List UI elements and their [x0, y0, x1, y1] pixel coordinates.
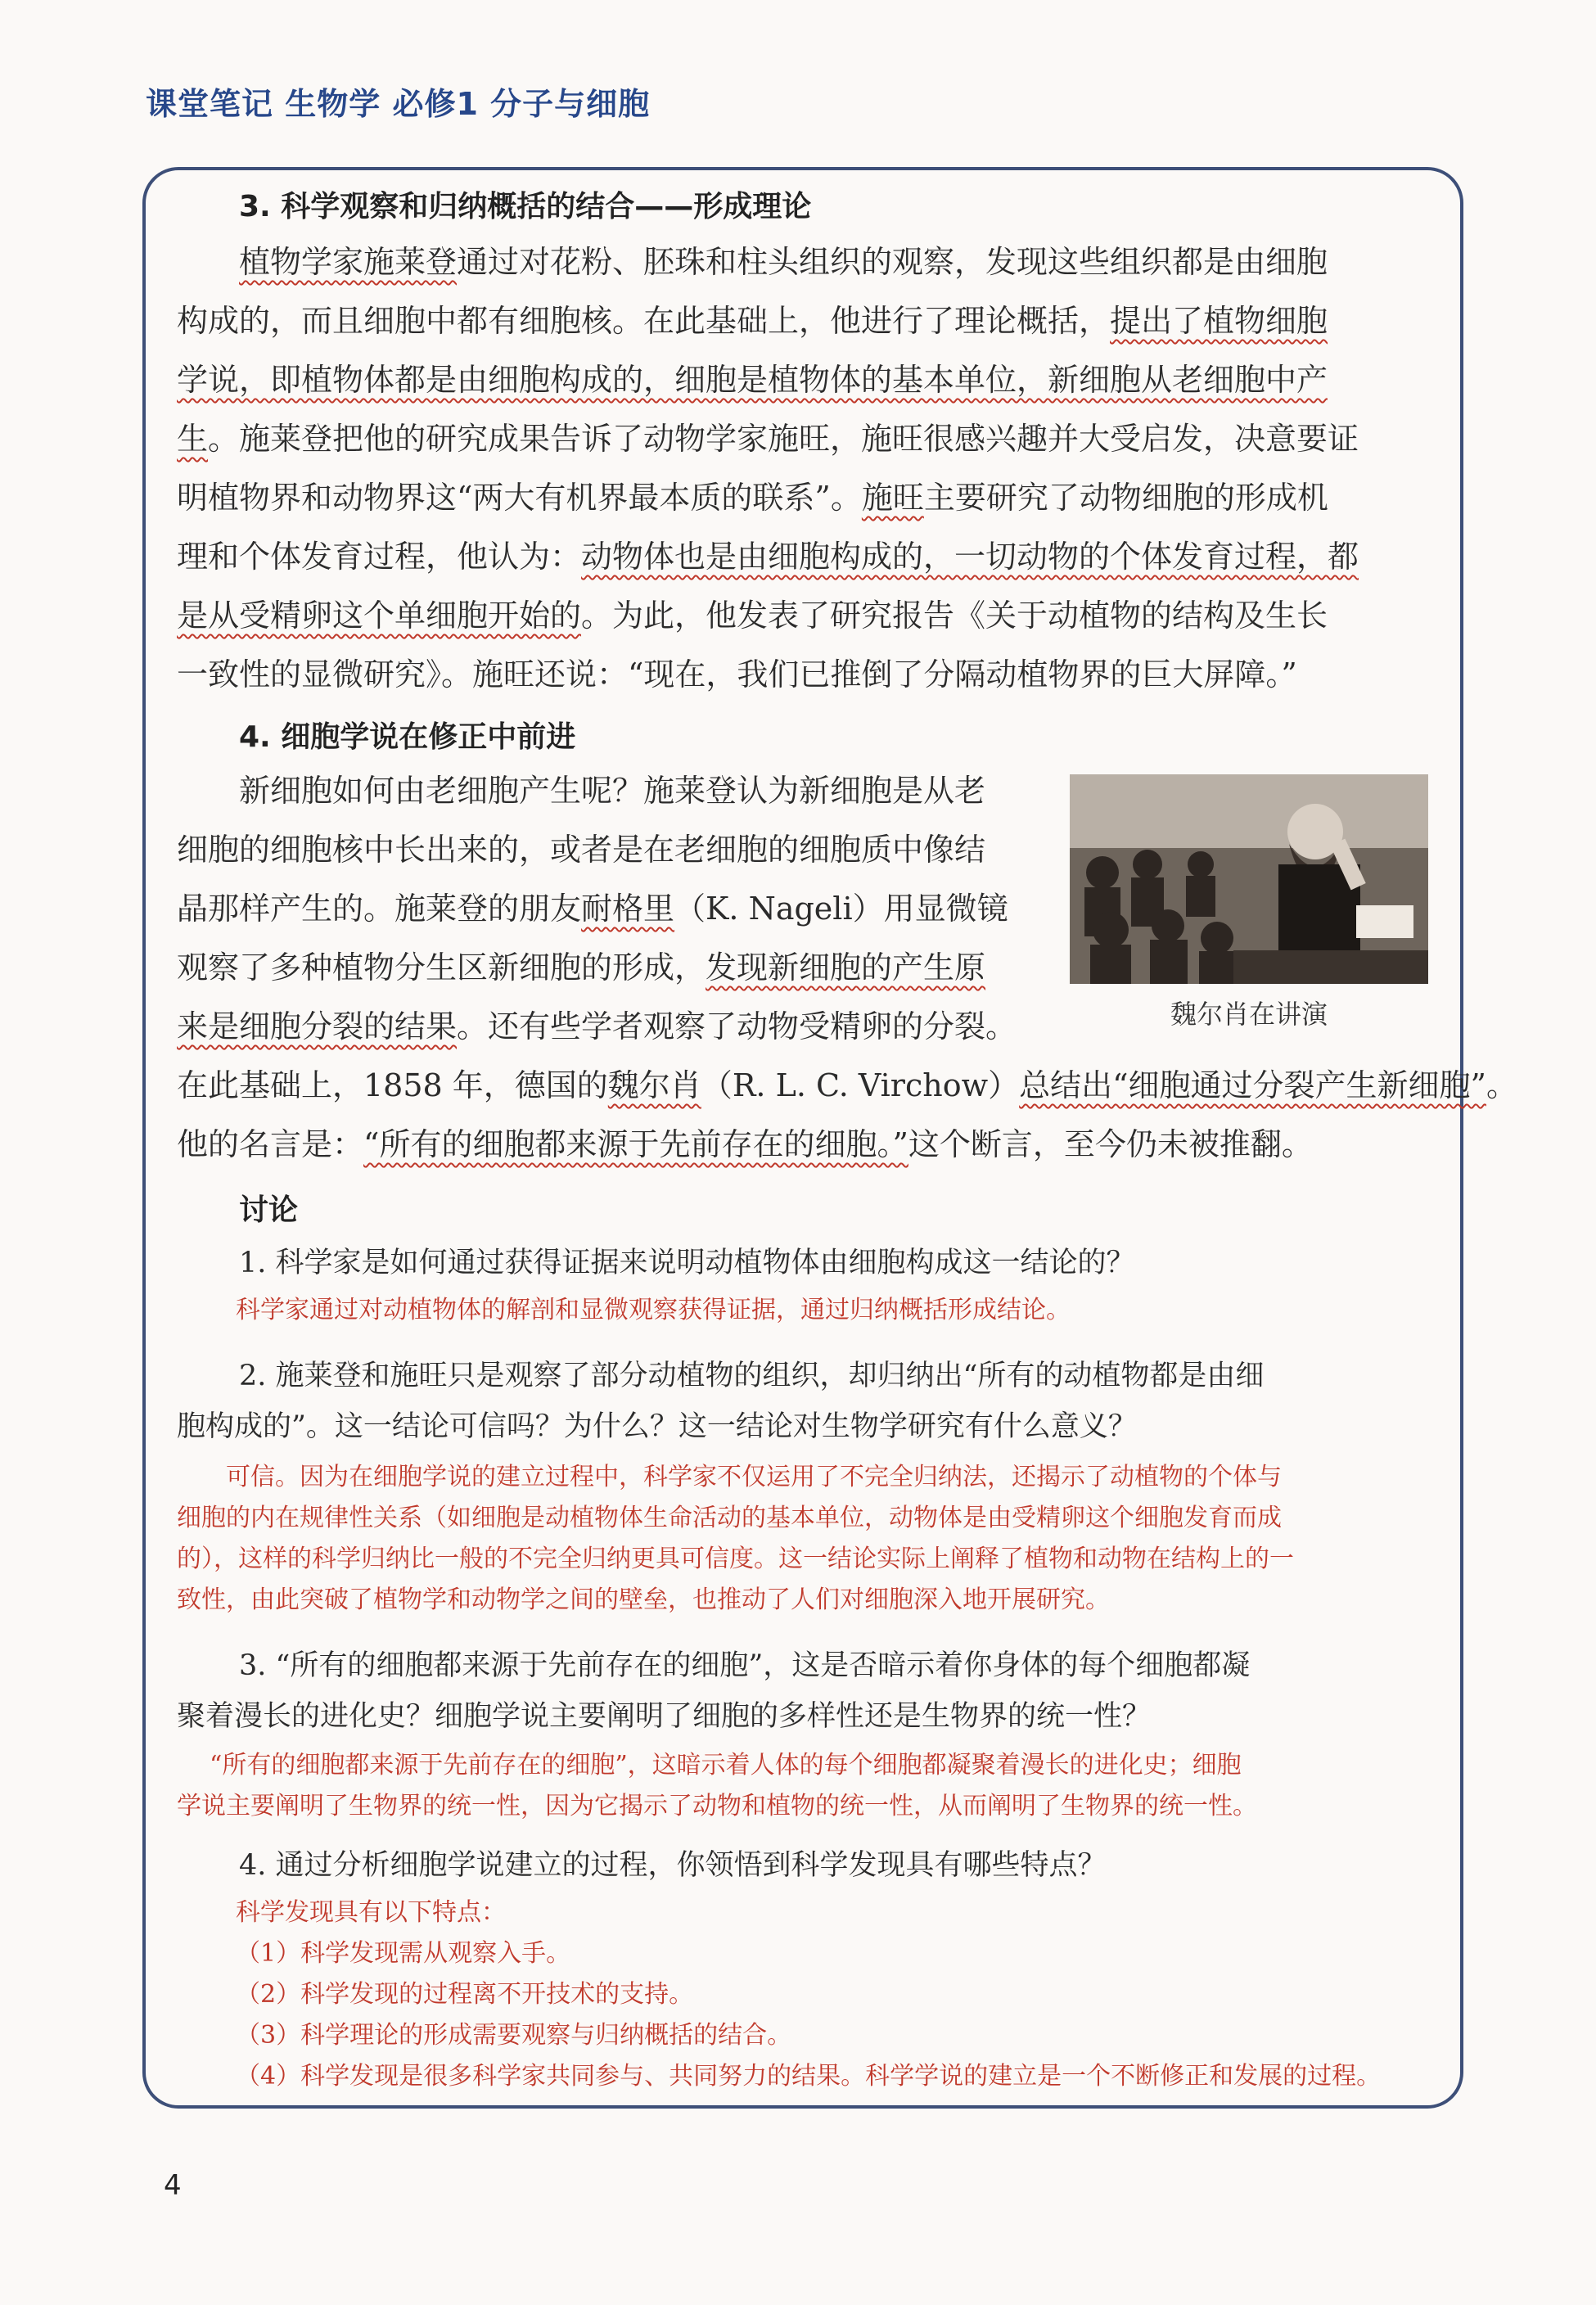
section4-title: 4. 细胞学说在修正中前进: [239, 720, 576, 754]
answer-1: [236, 1290, 1439, 1331]
question-line: 3. “所有的细胞都来源于先前存在的细胞”，这是否暗示着你身体的每个细胞都凝: [239, 1649, 1251, 1682]
text-segment: 晶那样产生的。施莱登的朋友: [177, 891, 582, 927]
section4-line: [177, 820, 1053, 879]
question-line: 2. 施莱登和施旺只是观察了部分动植物的组织，却归纳出“所有的动植物都是由细: [239, 1360, 1265, 1392]
page-number: 4: [164, 2169, 182, 2202]
text-segment: 构成的，而且细胞中都有细胞核。在此基础上，他进行了理论概括，: [177, 303, 1111, 339]
section3-line: [177, 645, 1437, 704]
text-segment: （K. Nageli）用显微镜: [674, 891, 1008, 927]
text-segment: 新细胞如何由老细胞产生呢？施莱登认为新细胞是从老: [239, 773, 986, 809]
key-phrase: “所有的细胞都来源于先前存在的细胞。”: [363, 1126, 908, 1162]
key-phrase: 生: [177, 421, 209, 457]
virchow-lecture-photo: [1070, 774, 1428, 984]
text-segment: 细胞的细胞核中长出来的，或者是在老细胞的细胞质中像结: [177, 832, 986, 868]
section4-line: [177, 1056, 1517, 1115]
text-segment: 。施莱登把他的研究成果告诉了动物学家施旺，施旺很感兴趣并大受启发，决意要证: [208, 421, 1359, 457]
question-line: 胞构成的”。这一结论可信吗？为什么？这一结论对生物学研究有什么意义？: [177, 1410, 1137, 1443]
answer-line: （2）科学发现的过程离不开技术的支持。: [236, 1980, 694, 2009]
answer-line: 科学家通过对动植物体的解剖和显微观察获得证据，通过归纳概括形成结论。: [236, 1296, 1071, 1324]
question-3: [177, 1640, 1437, 1742]
section4-line: [177, 761, 1053, 820]
question-4: [177, 1840, 1437, 1891]
question-2: [177, 1351, 1437, 1452]
text-segment: 这个断言，至今仍未被推翻。: [908, 1126, 1313, 1162]
discussion-title: 讨论: [239, 1193, 299, 1227]
text-segment: 一致性的显微研究》。施旺还说：“现在，我们已推倒了分隔动植物界的巨大屏障。”: [177, 656, 1297, 692]
answer-line: （4）科学发现是很多科学家共同参与、共同努力的结果。科学学说的建立是一个不断修正和发展的过程。: [236, 2062, 1382, 2091]
key-phrase: 发现新细胞的产生原: [706, 950, 986, 986]
section4-line: [177, 879, 1053, 938]
key-phrase: 动物体也是由细胞构成的，一切动物的个体发育过程，都: [581, 539, 1359, 575]
key-phrase: 耐格里: [581, 891, 675, 927]
section3-title: 3. 科学观察和归纳概括的结合——形成理论: [239, 190, 812, 223]
answer-4: [236, 1892, 1439, 2097]
section4-full-paragraph: [177, 1056, 1517, 1174]
section3-line: [177, 527, 1437, 586]
answer-line: 科学发现具有以下特点：: [236, 1898, 506, 1927]
text-segment: 他的名言是：: [177, 1126, 364, 1162]
page-header: 课堂笔记 生物学 必修1 分子与细胞: [146, 86, 651, 122]
answer-line: 致性，由此突破了植物学和动物学之间的壁垒，也推动了人们对细胞深入地开展研究。: [177, 1586, 1110, 1614]
text-segment: 理和个体发育过程，他认为：: [177, 539, 582, 575]
section3-line: [177, 232, 1437, 291]
key-phrase: 来是细胞分裂的结果: [177, 1008, 458, 1044]
question-line: 聚着漫长的进化史？细胞学说主要阐明了细胞的多样性还是生物界的统一性？: [177, 1700, 1152, 1733]
answer-line: （1）科学发现需从观察入手。: [236, 1939, 571, 1968]
answer-line: 的），这样的科学归纳比一般的不完全归纳更具可信度。这一结论实际上阐释了植物和动物在结构上的一: [177, 1545, 1294, 1573]
section4-line: [177, 1115, 1437, 1174]
section4-wrap-paragraph: [177, 761, 1053, 1056]
question-line: 4. 通过分析细胞学说建立的过程，你领悟到科学发现具有哪些特点？: [239, 1849, 1107, 1882]
section3-line: [177, 586, 1437, 645]
section3-line: [177, 468, 1437, 527]
key-phrase: 学说，即植物体都是由细胞构成的，细胞是植物体的基本单位，新细胞从老细胞中产: [177, 362, 1328, 398]
section4-line: [177, 997, 1053, 1056]
answer-2: [177, 1457, 1437, 1621]
answer-line: 学说主要阐明了生物界的统一性，因为它揭示了动物和植物的统一性，从而阐明了生物界的统一性。: [177, 1792, 1257, 1820]
text-segment: 在此基础上，1858 年，德国的: [177, 1067, 608, 1103]
text-segment: 通过对花粉、胚珠和柱头组织的观察，发现这些组织都是由细胞: [457, 244, 1328, 280]
text-segment: 。: [1486, 1067, 1517, 1103]
photo-caption: 魏尔肖在讲演: [1170, 999, 1328, 1030]
question-line: 1. 科学家是如何通过获得证据来说明动植物体由细胞构成这一结论的？: [239, 1247, 1135, 1279]
text-segment: 。为此，他发表了研究报告《关于动植物的结构及生长: [581, 598, 1328, 634]
answer-line: 细胞的内在规律性关系（如细胞是动植物体生命活动的基本单位，动物体是由受精卵这个细胞发育而成: [177, 1504, 1282, 1532]
key-phrase: 提出了植物细胞: [1110, 303, 1328, 339]
key-phrase: 施旺: [861, 480, 924, 516]
text-segment: （R. L. C. Virchow）: [701, 1067, 1020, 1103]
key-phrase: 总结出“细胞通过分裂产生新细胞”: [1019, 1067, 1486, 1103]
section3-line: [177, 291, 1437, 350]
lecture-illustration: [1070, 774, 1428, 984]
question-1: [177, 1238, 1437, 1288]
answer-3: [177, 1745, 1437, 1827]
section4-line: [177, 938, 1053, 997]
answer-line: 可信。因为在细胞学说的建立过程中，科学家不仅运用了不完全归纳法，还揭示了动植物的个体与: [226, 1463, 1282, 1491]
text-segment: 观察了多种植物分生区新细胞的形成，: [177, 950, 706, 986]
section3-line: [177, 409, 1437, 468]
text-segment: 。还有些学者观察了动物受精卵的分裂。: [457, 1008, 1017, 1044]
text-segment: 明植物界和动物界这“两大有机界最本质的联系”。: [177, 480, 862, 516]
section3-line: [177, 350, 1437, 409]
answer-line: “所有的细胞都来源于先前存在的细胞”，这暗示着人体的每个细胞都凝聚着漫长的进化史；细胞: [210, 1751, 1242, 1779]
key-phrase: 魏尔肖: [607, 1067, 701, 1103]
key-phrase: 是从受精卵这个单细胞开始的: [177, 598, 582, 634]
key-phrase: 植物学家施莱登: [239, 244, 458, 280]
text-segment: 主要研究了动物细胞的形成机: [923, 480, 1328, 516]
answer-line: （3）科学理论的形成需要观察与归纳概括的结合。: [236, 2021, 792, 2050]
section3-paragraph: [177, 232, 1437, 704]
